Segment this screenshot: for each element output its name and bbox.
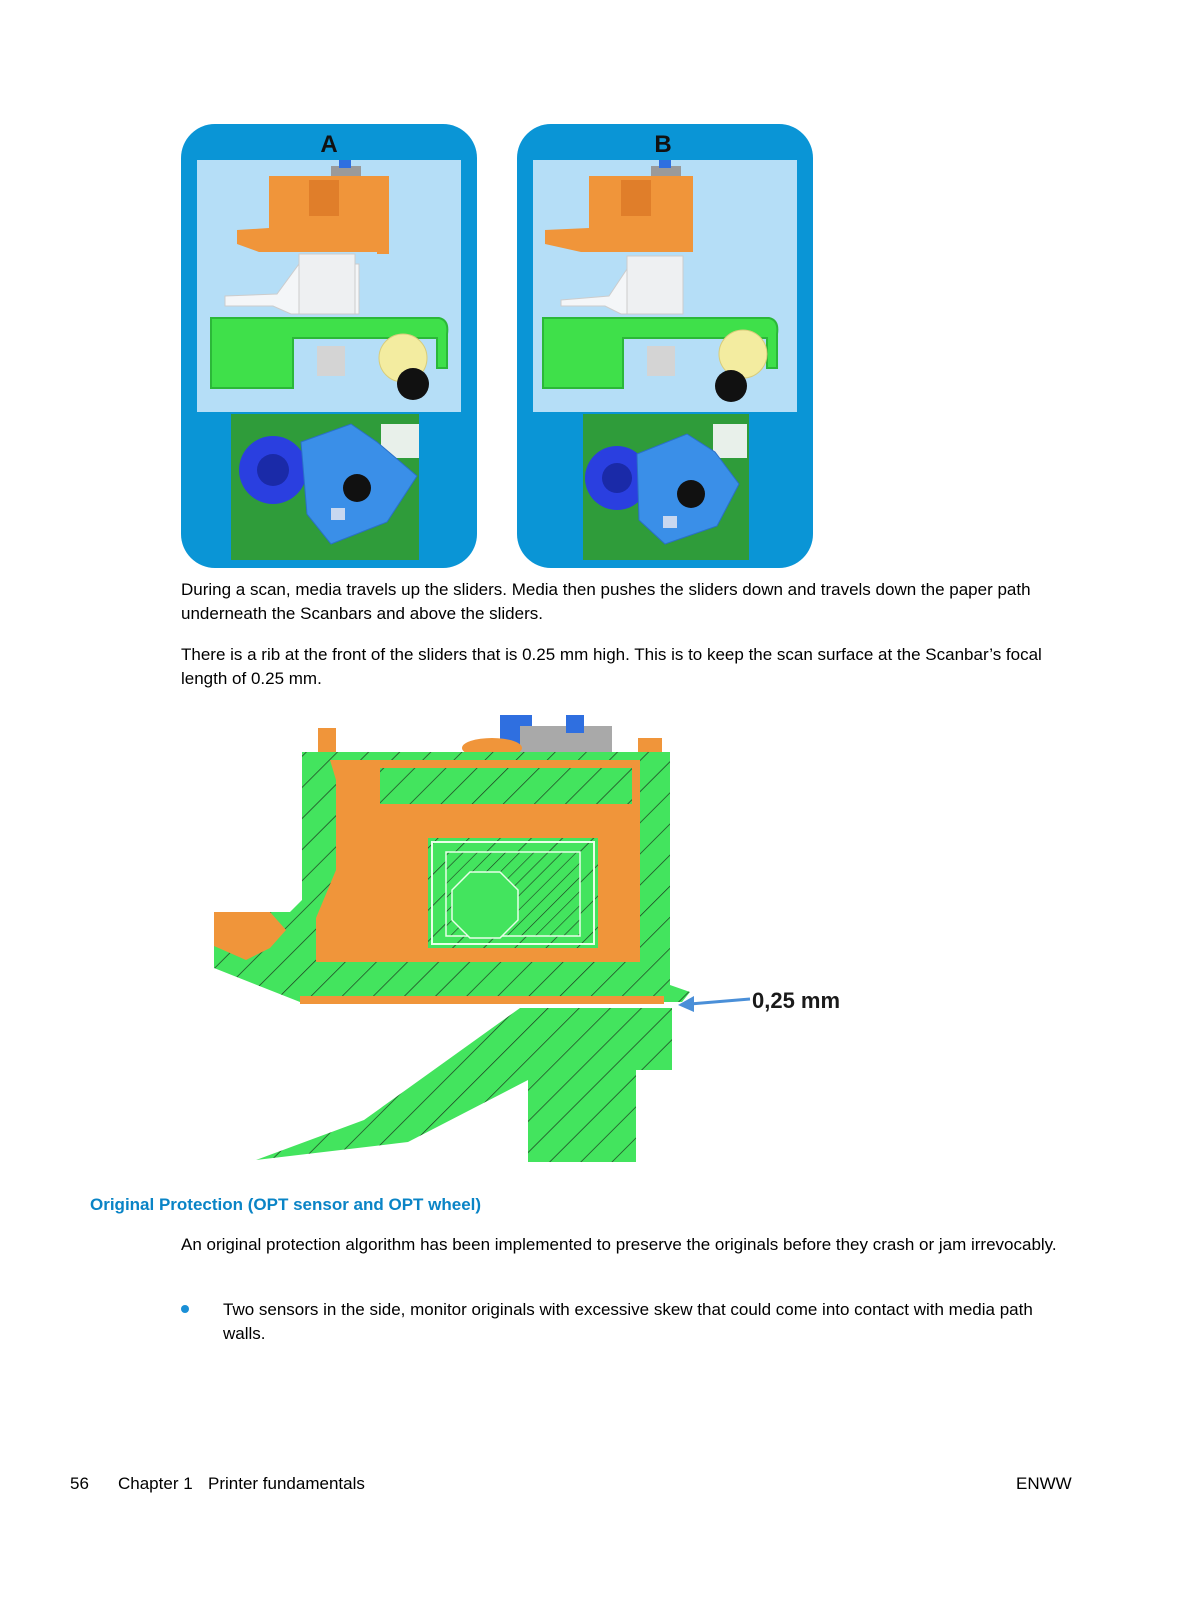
dimension-label: 0,25 mm <box>752 988 841 1013</box>
bullet-item: Two sensors in the side, monitor originals with excessive skew that could come into contact with media path walls. <box>223 1300 1033 1343</box>
paragraph-sliders-travel: During a scan, media travels up the sliders. Media then pushes the sliders down and travels down the paper path underneath the Scanbars and above the sliders. <box>181 580 1031 623</box>
section-intro: An original protection algorithm has been implemented to preserve the originals before they crash or jam irrevocably. <box>181 1235 1057 1254</box>
panel-a <box>181 124 477 568</box>
panel-b <box>517 124 813 568</box>
paragraph-rib-height: There is a rib at the front of the sliders that is 0.25 mm high. This is to keep the scan surface at the Scanbar’s focal length of 0.25 mm. <box>181 645 1042 688</box>
section-heading: Original Protection (OPT sensor and OPT wheel) <box>90 1195 482 1214</box>
panel-label: B <box>654 131 672 158</box>
dimension-arrow <box>690 999 750 1004</box>
figure-cross-section <box>0 700 1202 1170</box>
bullet-icon <box>181 1305 189 1313</box>
footer-chapter-title: Printer fundamentals <box>208 1474 365 1493</box>
footer-locale: ENWW <box>1016 1474 1072 1493</box>
footer-chapter: Chapter 1 <box>118 1474 193 1493</box>
figure-slider-positions <box>0 0 1202 580</box>
panel-label: A <box>320 131 338 158</box>
page-number: 56 <box>70 1474 89 1493</box>
